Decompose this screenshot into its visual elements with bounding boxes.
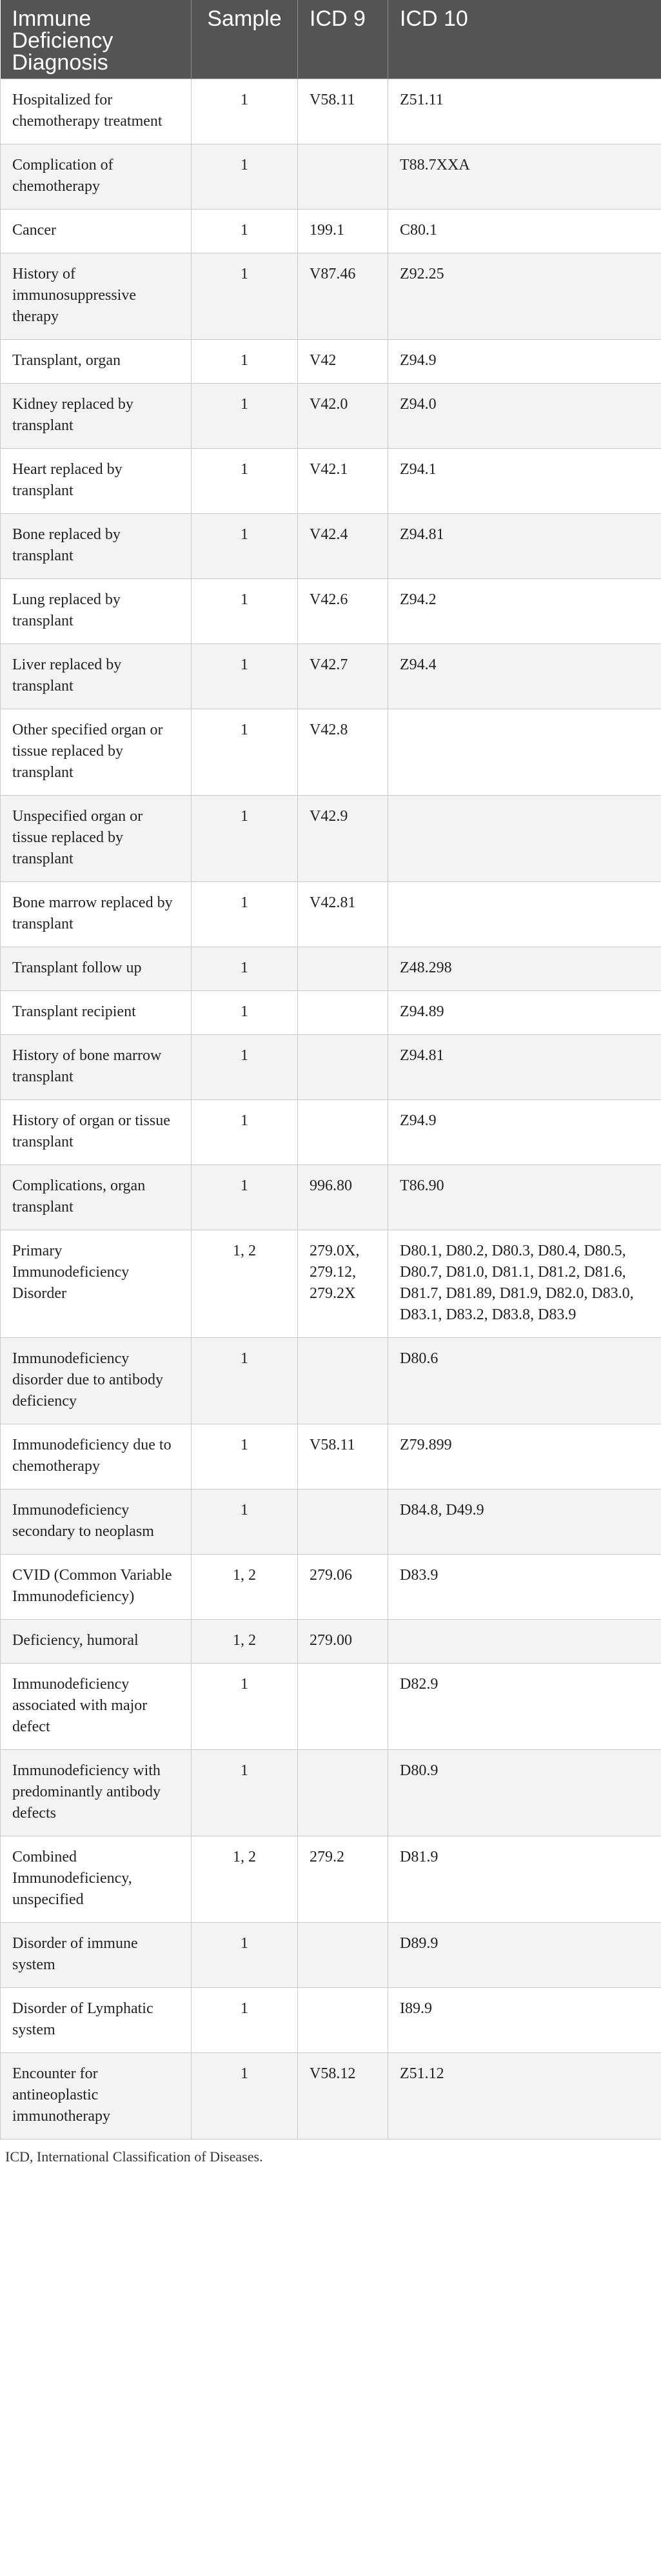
cell-diagnosis: Heart replaced by transplant (1, 449, 192, 514)
table-row (1, 1100, 661, 1165)
cell-diagnosis: Hospitalized for chemotherapy treatment (1, 79, 192, 144)
table-footnote: ICD, International Classification of Diseases. (5, 2148, 263, 2165)
cell-diagnosis: Unspecified organ or tissue replaced by transplant (1, 796, 192, 882)
table-row (1, 1836, 661, 1923)
cell-sample: 1 (192, 709, 298, 796)
cell-sample: 1 (192, 1664, 298, 1750)
cell-icd10: D89.9 (388, 1923, 661, 1988)
cell-diagnosis: Encounter for antineoplastic immunotherapy (1, 2053, 192, 2139)
cell-sample: 1 (192, 882, 298, 947)
cell-diagnosis: Complications, organ transplant (1, 1165, 192, 1230)
table-row (1, 579, 661, 644)
cell-icd10: Z94.81 (388, 1035, 661, 1100)
table-row (1, 210, 661, 253)
cell-icd10: I89.9 (388, 1988, 661, 2053)
cell-icd9: V42.6 (298, 579, 388, 644)
cell-icd10 (388, 1620, 661, 1664)
cell-diagnosis: Transplant follow up (1, 947, 192, 991)
cell-sample: 1 (192, 144, 298, 210)
cell-diagnosis: Immunodeficiency associated with major defect (1, 1664, 192, 1750)
table-row (1, 1035, 661, 1100)
cell-icd10: Z48.298 (388, 947, 661, 991)
cell-icd9 (298, 1035, 388, 1100)
cell-icd9 (298, 1923, 388, 1988)
header-sample: Sample (192, 0, 298, 79)
cell-sample: 1, 2 (192, 1555, 298, 1620)
cell-diagnosis: Lung replaced by transplant (1, 579, 192, 644)
cell-sample: 1, 2 (192, 1620, 298, 1664)
cell-sample: 1 (192, 1165, 298, 1230)
table-row (1, 947, 661, 991)
cell-sample: 1 (192, 253, 298, 340)
cell-icd9: V42.7 (298, 644, 388, 709)
cell-icd9: V42.8 (298, 709, 388, 796)
cell-icd10: Z94.4 (388, 644, 661, 709)
table-body (1, 79, 661, 2139)
cell-icd9 (298, 1750, 388, 1836)
cell-sample: 1, 2 (192, 1230, 298, 1338)
cell-icd10: Z94.9 (388, 340, 661, 384)
cell-diagnosis: Kidney replaced by transplant (1, 384, 192, 449)
cell-diagnosis: Immunodeficiency due to chemotherapy (1, 1424, 192, 1490)
cell-icd9: V58.11 (298, 1424, 388, 1490)
cell-sample: 1 (192, 1490, 298, 1555)
cell-icd9: 996.80 (298, 1165, 388, 1230)
cell-icd10: D80.9 (388, 1750, 661, 1836)
cell-icd9: V58.11 (298, 79, 388, 144)
cell-icd10: Z94.89 (388, 991, 661, 1035)
cell-icd9: 199.1 (298, 210, 388, 253)
cell-icd9 (298, 144, 388, 210)
cell-sample: 1 (192, 1424, 298, 1490)
table-row (1, 2053, 661, 2139)
cell-sample: 1 (192, 1988, 298, 2053)
cell-diagnosis: Liver replaced by transplant (1, 644, 192, 709)
cell-diagnosis: Transplant, organ (1, 340, 192, 384)
table-row (1, 514, 661, 579)
cell-sample: 1 (192, 210, 298, 253)
table-row (1, 644, 661, 709)
cell-sample: 1 (192, 340, 298, 384)
table-row (1, 253, 661, 340)
cell-diagnosis: Transplant recipient (1, 991, 192, 1035)
table-row (1, 1165, 661, 1230)
cell-sample: 1 (192, 79, 298, 144)
table-row (1, 1555, 661, 1620)
table-row (1, 709, 661, 796)
cell-icd9 (298, 991, 388, 1035)
cell-icd10: D80.1, D80.2, D80.3, D80.4, D80.5, D80.7, D81.0, D81.1, D81.2, D81.6, D81.7, D81.89, D81.9, D82.0, D83.0, D83.1, D83.2, D83.8, D83.9 (388, 1230, 661, 1338)
cell-icd9: V42.1 (298, 449, 388, 514)
cell-sample: 1 (192, 1338, 298, 1424)
table-row (1, 796, 661, 882)
table-row (1, 1923, 661, 1988)
cell-icd10 (388, 796, 661, 882)
cell-diagnosis: Deficiency, humoral (1, 1620, 192, 1664)
header-row (1, 0, 661, 79)
table-row (1, 1664, 661, 1750)
cell-sample: 1 (192, 1923, 298, 1988)
header-diagnosis: Immune Deficiency Diagnosis (1, 0, 192, 79)
cell-icd10: D84.8, D49.9 (388, 1490, 661, 1555)
cell-icd10: Z51.11 (388, 79, 661, 144)
table-row (1, 340, 661, 384)
table-row (1, 1490, 661, 1555)
cell-sample: 1 (192, 449, 298, 514)
cell-diagnosis: Bone marrow replaced by transplant (1, 882, 192, 947)
cell-diagnosis: Cancer (1, 210, 192, 253)
cell-diagnosis: History of organ or tissue transplant (1, 1100, 192, 1165)
table-row (1, 1424, 661, 1490)
cell-diagnosis: Immunodeficiency with predominantly antibody defects (1, 1750, 192, 1836)
cell-sample: 1 (192, 2053, 298, 2139)
cell-icd9: V58.12 (298, 2053, 388, 2139)
cell-icd10: D83.9 (388, 1555, 661, 1620)
cell-diagnosis: Disorder of immune system (1, 1923, 192, 1988)
cell-icd10: Z94.1 (388, 449, 661, 514)
cell-icd9 (298, 1664, 388, 1750)
cell-sample: 1 (192, 1035, 298, 1100)
table-row (1, 384, 661, 449)
table-row (1, 1620, 661, 1664)
table-row (1, 991, 661, 1035)
table-row (1, 1338, 661, 1424)
cell-diagnosis: History of immunosuppressive therapy (1, 253, 192, 340)
cell-sample: 1 (192, 1100, 298, 1165)
cell-diagnosis: Complication of chemotherapy (1, 144, 192, 210)
cell-icd9: V42 (298, 340, 388, 384)
cell-sample: 1 (192, 644, 298, 709)
cell-sample: 1, 2 (192, 1836, 298, 1923)
cell-icd10 (388, 709, 661, 796)
table-row (1, 1230, 661, 1338)
cell-icd9: V87.46 (298, 253, 388, 340)
cell-diagnosis: Immunodeficiency secondary to neoplasm (1, 1490, 192, 1555)
table-row (1, 449, 661, 514)
cell-sample: 1 (192, 947, 298, 991)
cell-diagnosis: CVID (Common Variable Immunodeficiency) (1, 1555, 192, 1620)
cell-icd10: C80.1 (388, 210, 661, 253)
cell-icd10 (388, 882, 661, 947)
cell-icd10: D80.6 (388, 1338, 661, 1424)
cell-diagnosis: Immunodeficiency disorder due to antibody deficiency (1, 1338, 192, 1424)
cell-diagnosis: Combined Immunodeficiency, unspecified (1, 1836, 192, 1923)
cell-icd9 (298, 1100, 388, 1165)
cell-icd10: Z94.81 (388, 514, 661, 579)
cell-diagnosis: History of bone marrow transplant (1, 1035, 192, 1100)
cell-icd10: Z51.12 (388, 2053, 661, 2139)
cell-sample: 1 (192, 991, 298, 1035)
cell-icd10: D82.9 (388, 1664, 661, 1750)
cell-icd9: 279.06 (298, 1555, 388, 1620)
cell-icd9: V42.9 (298, 796, 388, 882)
cell-icd9: 279.2 (298, 1836, 388, 1923)
cell-diagnosis: Primary Immunodeficiency Disorder (1, 1230, 192, 1338)
header-icd10: ICD 10 (388, 0, 661, 79)
cell-icd10: Z79.899 (388, 1424, 661, 1490)
cell-sample: 1 (192, 579, 298, 644)
cell-icd9: 279.0X, 279.12, 279.2X (298, 1230, 388, 1338)
cell-icd9: 279.00 (298, 1620, 388, 1664)
table-row (1, 79, 661, 144)
table-row (1, 1750, 661, 1836)
table-row (1, 1988, 661, 2053)
cell-icd10: T88.7XXA (388, 144, 661, 210)
cell-icd9 (298, 947, 388, 991)
table-row (1, 882, 661, 947)
cell-sample: 1 (192, 514, 298, 579)
cell-diagnosis: Other specified organ or tissue replaced by transplant (1, 709, 192, 796)
table-row (1, 144, 661, 210)
cell-sample: 1 (192, 384, 298, 449)
table-header (1, 0, 661, 79)
cell-icd10: Z94.0 (388, 384, 661, 449)
cell-icd9 (298, 1338, 388, 1424)
cell-icd10: Z94.2 (388, 579, 661, 644)
cell-icd9: V42.4 (298, 514, 388, 579)
cell-icd10: Z94.9 (388, 1100, 661, 1165)
cell-diagnosis: Bone replaced by transplant (1, 514, 192, 579)
header-icd9: ICD 9 (298, 0, 388, 79)
cell-icd9 (298, 1988, 388, 2053)
cell-diagnosis: Disorder of Lymphatic system (1, 1988, 192, 2053)
cell-sample: 1 (192, 1750, 298, 1836)
cell-icd9 (298, 1490, 388, 1555)
cell-sample: 1 (192, 796, 298, 882)
cell-icd10: T86.90 (388, 1165, 661, 1230)
cell-icd10: Z92.25 (388, 253, 661, 340)
cell-icd9: V42.81 (298, 882, 388, 947)
cell-icd9: V42.0 (298, 384, 388, 449)
cell-icd10: D81.9 (388, 1836, 661, 1923)
